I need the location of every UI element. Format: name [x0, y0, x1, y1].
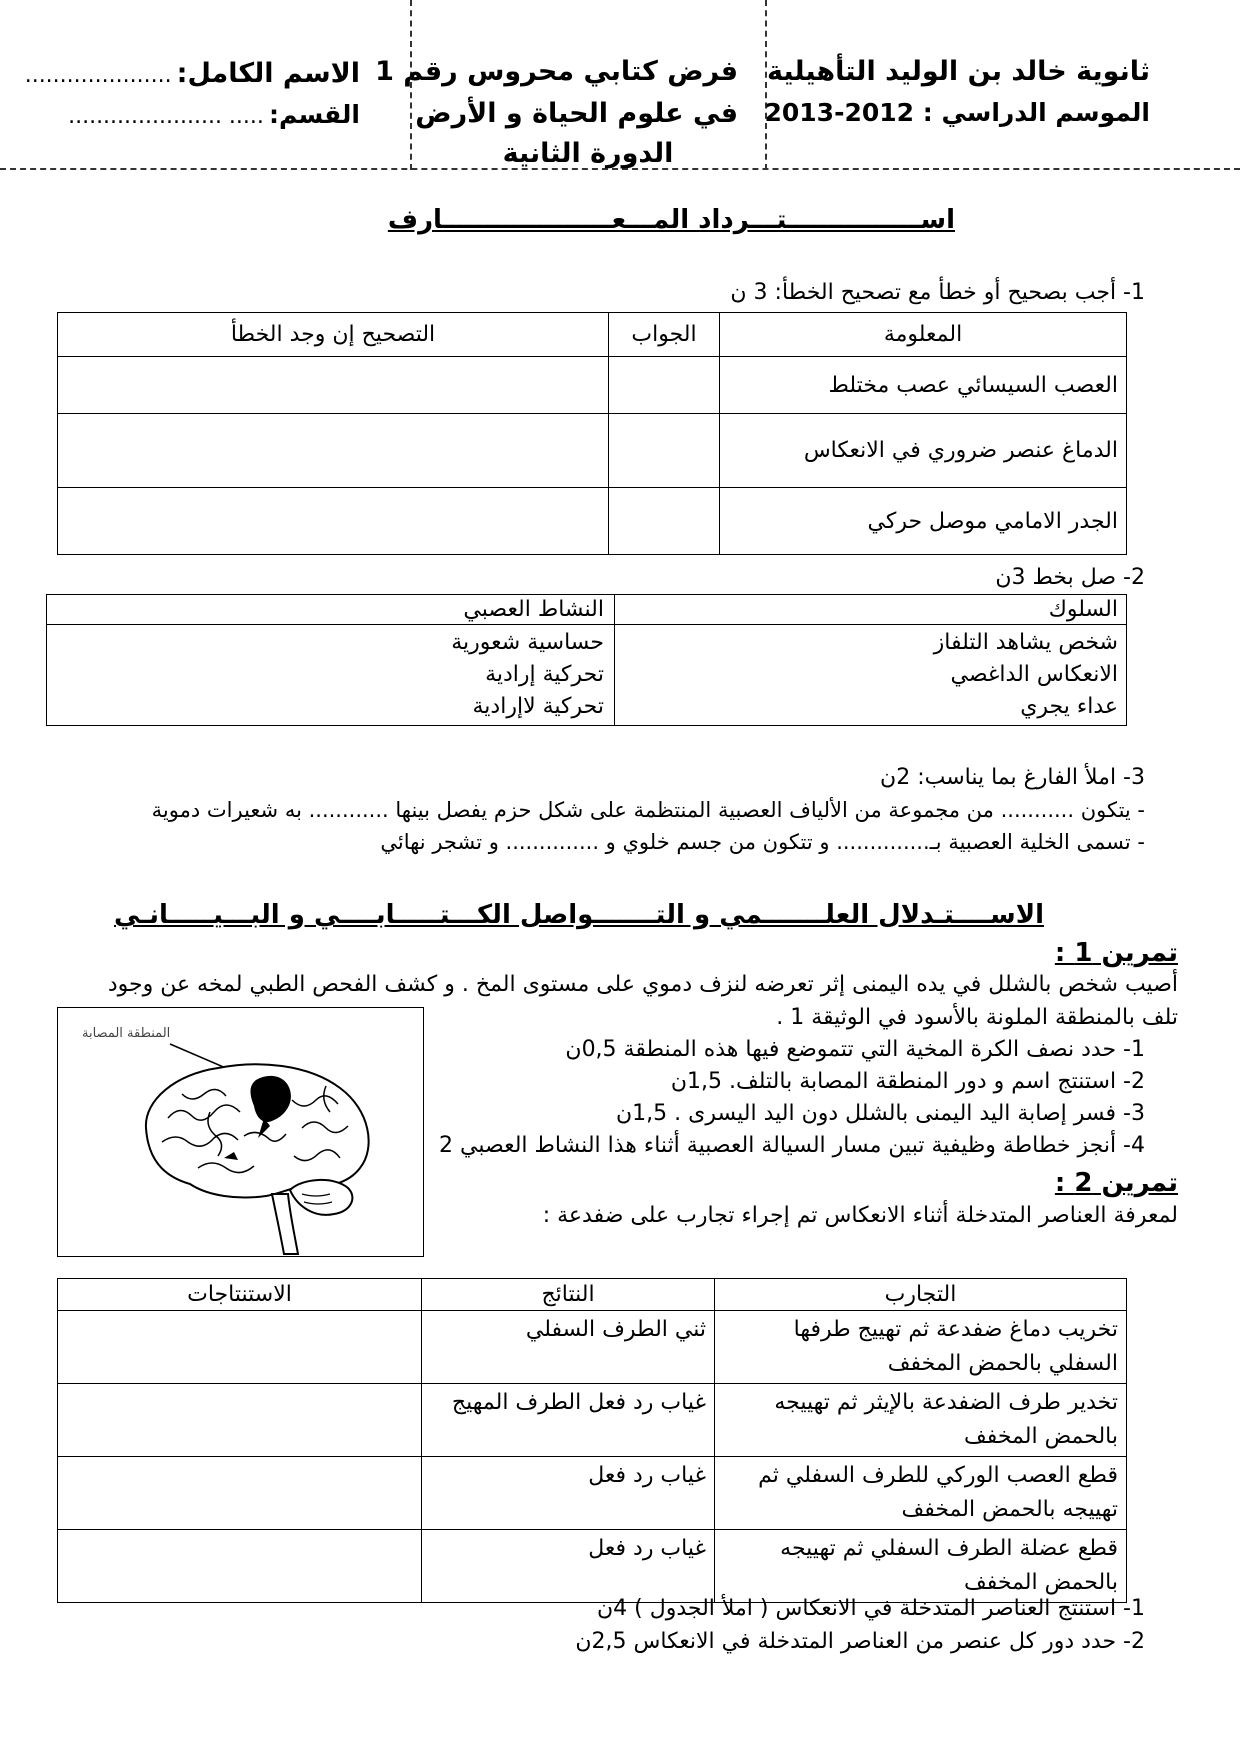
class-field[interactable]: ..... ...................... [68, 104, 264, 129]
match-activity-list [47, 625, 615, 726]
exp-description: قطع العصب الوركي للطرف السفلي ثم تهييجه بالحمض المخفف [715, 1457, 1127, 1530]
match-header-activity: النشاط العصبي [47, 595, 615, 625]
exp-conclusion-cell[interactable] [58, 1530, 422, 1603]
exp-row [58, 1311, 1127, 1384]
exp-row [58, 1530, 1127, 1603]
match-behavior-item[interactable]: شخص يشاهد التلفاز [933, 630, 1118, 655]
match-activity-item[interactable]: حساسية شعورية [451, 630, 604, 655]
tf-row [58, 357, 1127, 414]
ex1-intro-line-2: تلف بالمنطقة الملونة بالأسود في الوثيقة 1 . [776, 1005, 1178, 1030]
match-activity-item[interactable]: تحركية إرادية [485, 662, 604, 687]
exp-header-conclusions: الاستنتاجات [58, 1279, 422, 1311]
exp-row [58, 1384, 1127, 1457]
tf-correction-cell[interactable] [58, 414, 609, 488]
tf-answer-cell[interactable] [609, 488, 720, 555]
ex1-question: 3- فسر إصابة اليد اليمنى بالشلل دون اليد اليسرى . 1,5ن [616, 1101, 1145, 1126]
tf-header-answer: الجواب [609, 313, 720, 357]
exp-description: تخريب دماغ ضفدعة ثم تهييج طرفها السفلي بالحمض المخفف [715, 1311, 1127, 1384]
exam-title-1: فرض كتابي محروس رقم 1 [375, 56, 738, 87]
brain-drawing [58, 1008, 423, 1256]
tf-header-info: المعلومة [720, 313, 1127, 357]
exp-header-row [58, 1279, 1127, 1311]
ex2-question: 2- حدد دور كل عنصر من العناصر المتدخلة في الانعكاس 2,5ن [575, 1629, 1145, 1654]
true-false-table [57, 312, 1127, 555]
school-year: الموسم الدراسي : 2012-2013 [764, 98, 1150, 127]
section2-title: الاســــتـدلال العلـــــــمي و التـــــــواصل الكـــتـــــابــــي و البـــيـــــانـي [114, 900, 1044, 930]
ex1-question: 1- حدد نصف الكرة المخية التي تتموضع فيها هذه المنطقة 0,5ن [565, 1037, 1145, 1062]
exp-result: غياب رد فعل الطرف المهيج [422, 1384, 715, 1457]
match-behavior-item[interactable]: عداء يجري [1020, 694, 1118, 719]
tf-row [58, 414, 1127, 488]
fullname-field[interactable]: ..................... [24, 63, 172, 88]
match-behavior-list [615, 625, 1127, 726]
exp-description: قطع عضلة الطرف السفلي ثم تهييجه بالحمض المخفف [715, 1530, 1127, 1603]
match-activity-item[interactable]: تحركية لاإرادية [472, 694, 604, 719]
match-body-row [47, 625, 1127, 726]
ex2-title: تمرين 2 : [1054, 1168, 1178, 1198]
match-header-behavior: السلوك [615, 595, 1127, 625]
exp-conclusion-cell[interactable] [58, 1384, 422, 1457]
exp-conclusion-cell[interactable] [58, 1457, 422, 1530]
tf-row [58, 488, 1127, 555]
exp-description: تخدير طرف الضفدعة بالإيثر ثم تهييجه بالحمض المخفف [715, 1384, 1127, 1457]
tf-header-correction: التصحيح إن وجد الخطأ [58, 313, 609, 357]
ex1-question: 2- استنتج اسم و دور المنطقة المصابة بالتلف. 1,5ن [670, 1069, 1145, 1094]
ex1-question: 4- أنجز خطاطة وظيفية تبين مسار السيالة العصبية أثناء هذا النشاط العصبي 2 [439, 1133, 1145, 1158]
match-behavior-item[interactable]: الانعكاس الداغصي [950, 662, 1118, 687]
matching-table [46, 594, 1127, 726]
tf-answer-cell[interactable] [609, 357, 720, 414]
q1-prompt: 1- أجب بصحيح أو خطأ مع تصحيح الخطأ: 3 ن [730, 280, 1145, 305]
q3-prompt: 3- املأ الفارغ بما يناسب: 2ن [880, 765, 1145, 790]
tf-correction-cell[interactable] [58, 488, 609, 555]
class-label: القسم: [269, 100, 360, 129]
tf-answer-cell[interactable] [609, 414, 720, 488]
figure-label: المنطقة المصابة [82, 1026, 171, 1041]
experiments-table [57, 1278, 1127, 1603]
tf-statement: الدماغ عنصر ضروري في الانعكاس [720, 414, 1127, 488]
class-row [68, 100, 360, 129]
tf-correction-cell[interactable] [58, 357, 609, 414]
exp-result: ثني الطرف السفلي [422, 1311, 715, 1384]
brain-figure [57, 1007, 424, 1257]
exam-title-2: في علوم الحياة و الأرض [415, 98, 738, 129]
ex2-question: 1- استنتج العناصر المتدخلة في الانعكاس ( املأ الجدول ) 4ن [597, 1596, 1145, 1621]
tf-statement: الجدر الامامي موصل حركي [720, 488, 1127, 555]
exp-header-results: النتائج [422, 1279, 715, 1311]
exam-title-3: الدورة الثانية [502, 138, 674, 169]
fullname-label: الاسم الكامل: [176, 58, 360, 89]
ex1-title: تمرين 1 : [1054, 938, 1178, 968]
section1-title: اســـــــــــــــتـــرداد المـــعـــــــــــــــــــارف [387, 205, 955, 235]
exp-result: غياب رد فعل [422, 1530, 715, 1603]
exp-result: غياب رد فعل [422, 1457, 715, 1530]
exp-conclusion-cell[interactable] [58, 1311, 422, 1384]
q2-prompt: 2- صل بخط 3ن [995, 565, 1145, 590]
tf-header-row [58, 313, 1127, 357]
ex1-intro-line-1: أصيب شخص بالشلل في يده اليمنى إثر تعرضه لنزف دموي على مستوى المخ . و كشف الفحص الطبي لمخه عن وجود [107, 972, 1178, 997]
ex2-intro: لمعرفة العناصر المتدخلة أثناء الانعكاس تم إجراء تجارب على ضفدعة : [542, 1203, 1178, 1228]
fullname-row [25, 58, 360, 89]
match-header-row [47, 595, 1127, 625]
q3-line-1[interactable]: - يتكون ........... من مجموعة من الألياف العصبية المنتظمة على شكل حزم يفصل بينها ............ به شعيرات دموية [151, 798, 1145, 822]
exp-row [58, 1457, 1127, 1530]
tf-statement: العصب السيسائي عصب مختلط [720, 357, 1127, 414]
school-name: ثانوية خالد بن الوليد التأهيلية [766, 56, 1150, 87]
exp-header-experiments: التجارب [715, 1279, 1127, 1311]
q3-line-2[interactable]: - تسمى الخلية العصبية بـ.............. و تتكون من جسم خلوي و .............. و تشجر نهائي [380, 830, 1145, 854]
